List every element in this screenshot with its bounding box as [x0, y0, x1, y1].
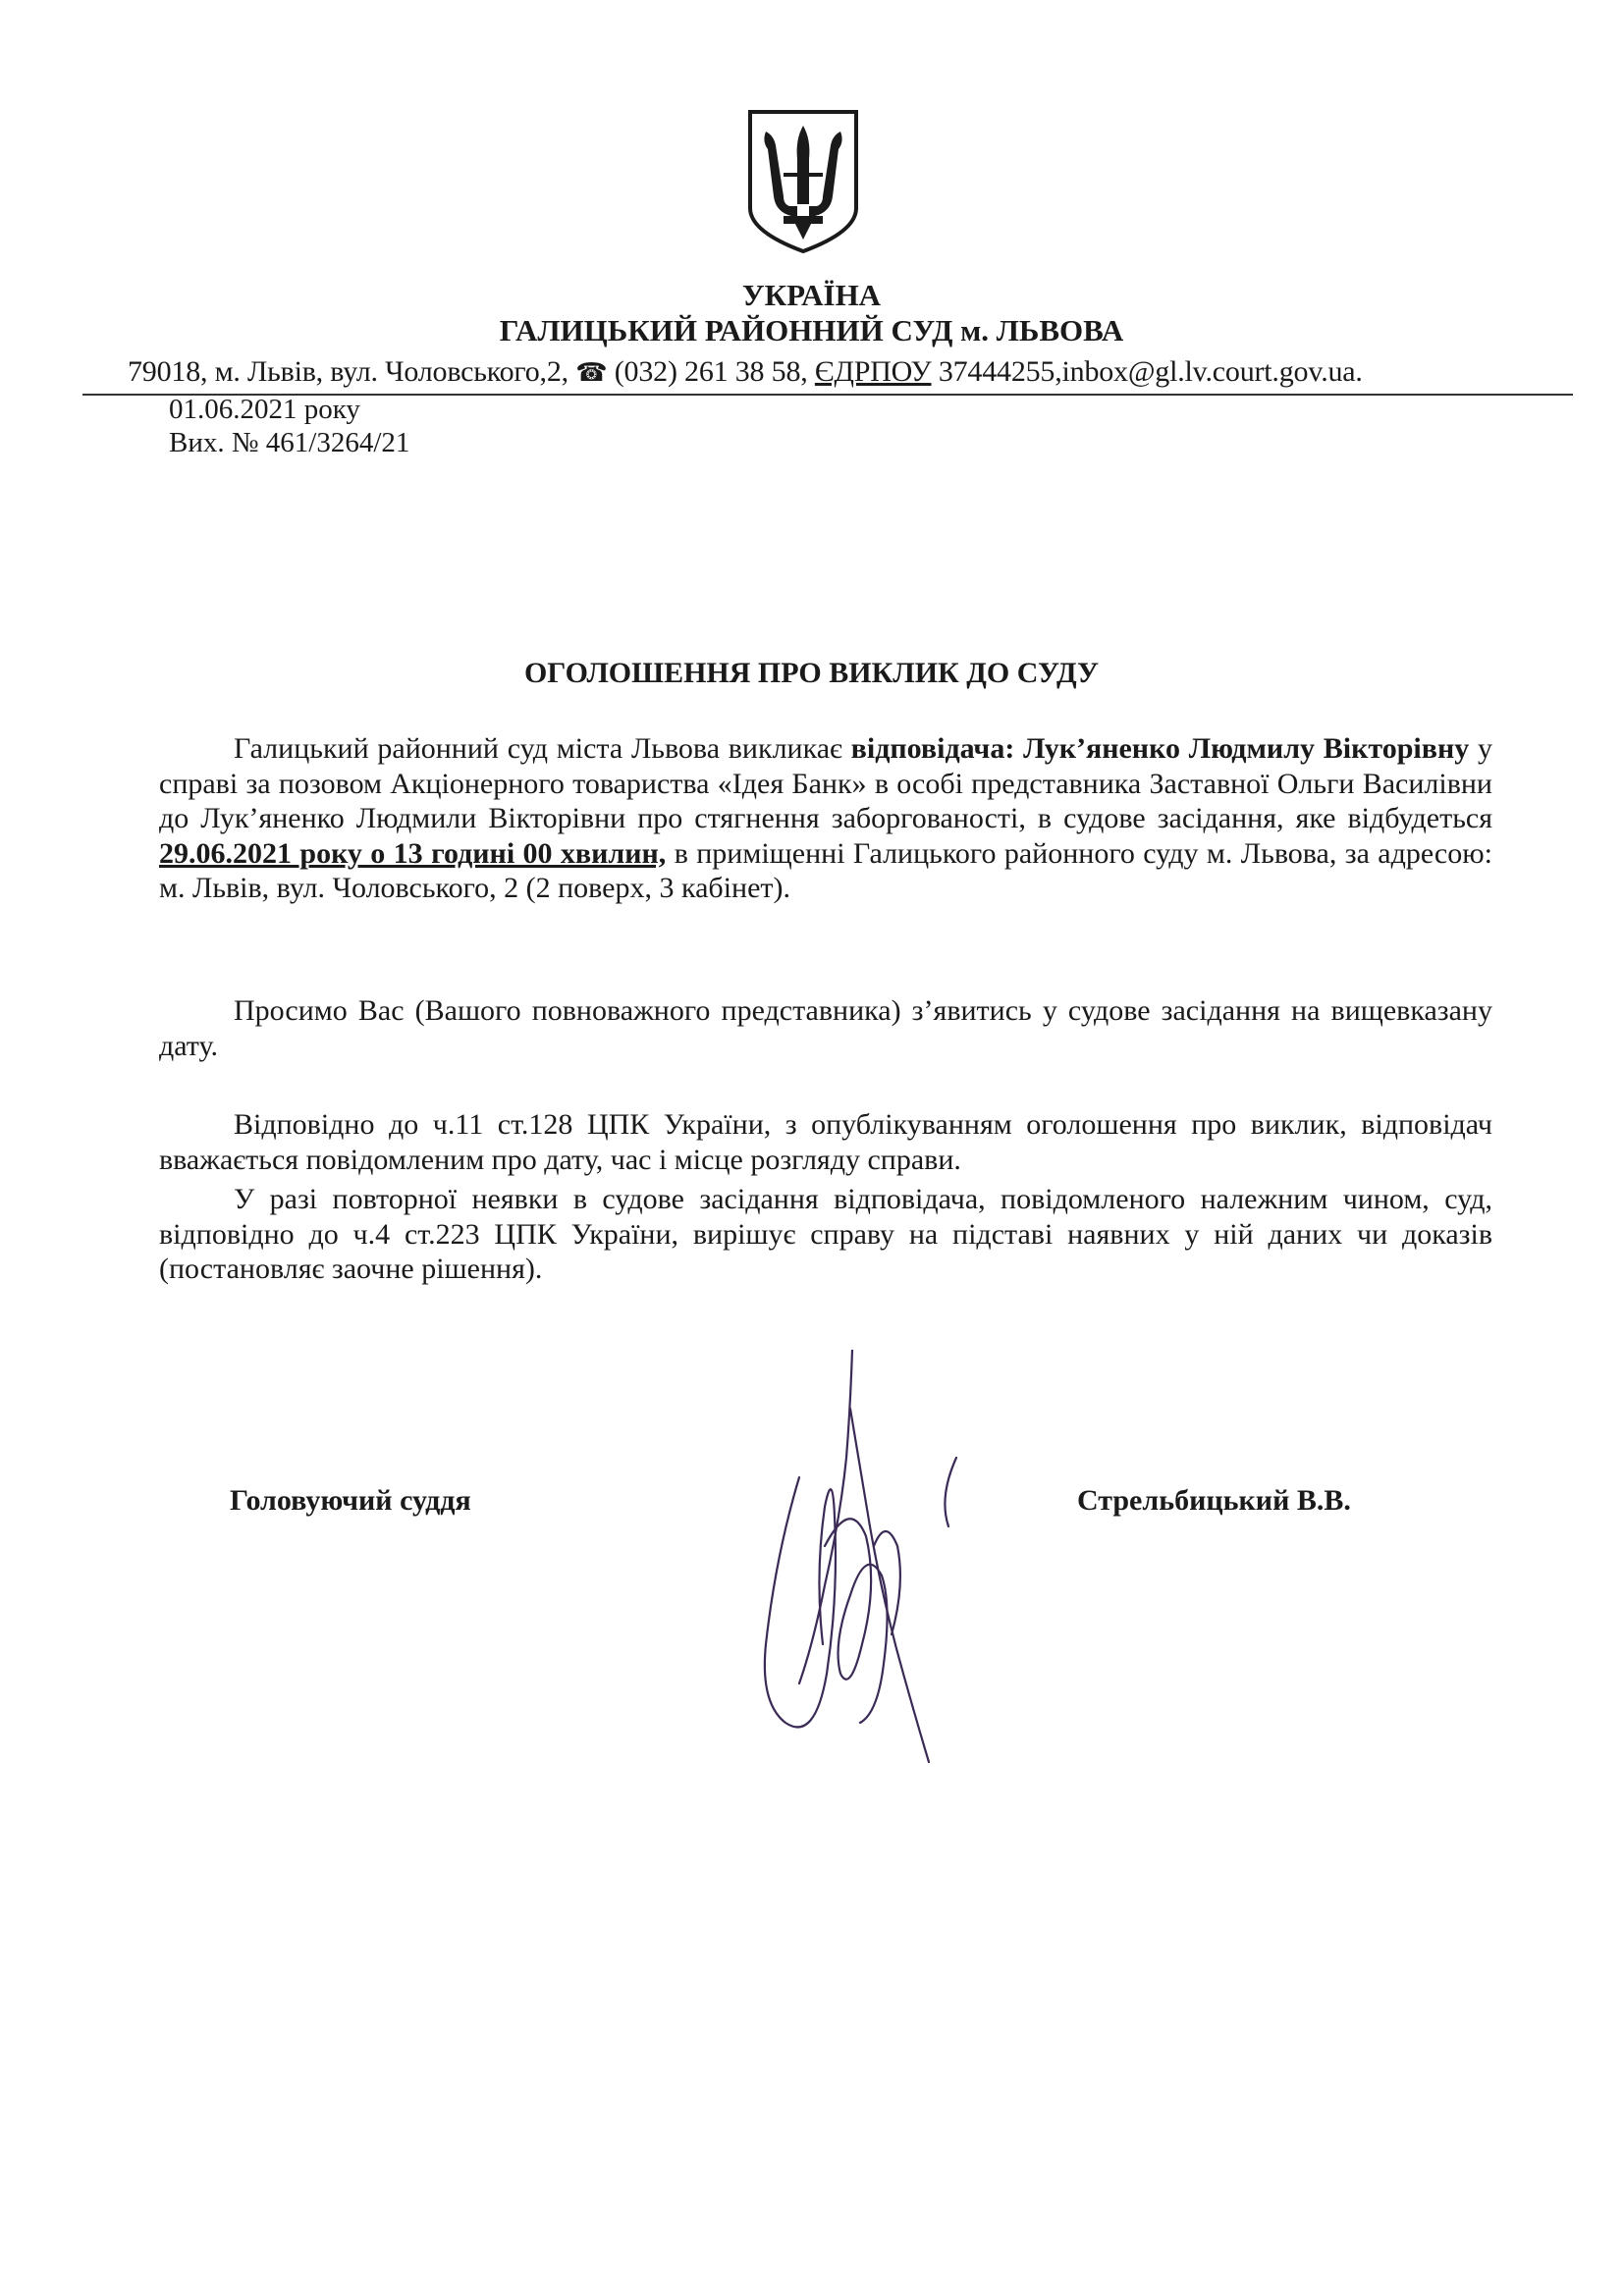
court-contact-line — [128, 355, 1571, 390]
presiding-judge-label: Головуючий суддя — [230, 1484, 471, 1517]
case-description: у справі за позовом Акціонерного товариства «Ідея Банк» в особі представника Заставної Ольги Василівни до Лук’яненко Людмили Вікторівни про стягнення заборгованості, в судове засідання, яке відбудеться — [159, 732, 1493, 834]
coat-of-arms-emblem — [744, 106, 862, 255]
court-name-heading: ГАЛИЦЬКИЙ РАЙОННИЙ СУД м. ЛЬВОВА — [499, 313, 1124, 347]
defendant-name: відповідача: Лук’яненко Людмилу Вікторівну — [850, 732, 1470, 765]
phone-icon: ☎ — [575, 358, 608, 387]
legal-basis-text: Відповідно до ч.11 ст.128 ЦПК України, з опублікуванням оголошення про виклик, відповідач вважається повідомленим про дату, час і місце розгляду справи. — [159, 1108, 1492, 1176]
hearing-location: в приміщенні Галицького районного суду м. Львова, за адресою: м. Львів, вул. Чоловського, 2 (2 поверх, 3 кабінет). — [159, 836, 1492, 904]
country-heading: УКРАЇНА — [741, 278, 882, 312]
court-address: 79018, м. Львів, вул. Чоловського,2, — [128, 355, 568, 388]
court-phone: (032) 261 38 58, — [614, 355, 808, 388]
document-date: 01.06.2021 року — [169, 394, 360, 425]
default-judgment-paragraph — [159, 1182, 1492, 1287]
request-paragraph — [159, 993, 1492, 1063]
request-text: Просимо Вас (Вашого повноважного представника) з’явитись у судове засідання на вищевказану дату. — [159, 994, 1492, 1062]
judge-name: Стрельбицький В.В. — [1077, 1484, 1351, 1517]
outgoing-number: Вих. № 461/3264/21 — [169, 427, 410, 458]
edrpou-and-email: 37444255,inbox@gl.lv.court.gov.ua. — [938, 355, 1363, 388]
handwritten-signature — [756, 1350, 992, 1772]
default-judgment-text: У разі повторної неявки в судове засідання відповідача, повідомленого належним чином, суд, відповідно до ч.4 ст.223 ЦПК України, вирішує справу на підставі наявних у ній даних чи доказів (постановляє заочне рішення). — [159, 1183, 1492, 1285]
hearing-datetime: 29.06.2021 року о 13 годині 00 хвилин, — [159, 836, 667, 870]
summons-paragraph — [159, 731, 1492, 906]
legal-basis-paragraph — [159, 1107, 1492, 1177]
edrpou-label: ЄДРПОУ — [814, 355, 932, 388]
notice-title: ОГОЛОШЕННЯ ПРО ВИКЛИК ДО СУДУ — [523, 657, 1100, 689]
summons-text-intro: Галицький районний суд міста Львова викликає — [234, 732, 851, 765]
